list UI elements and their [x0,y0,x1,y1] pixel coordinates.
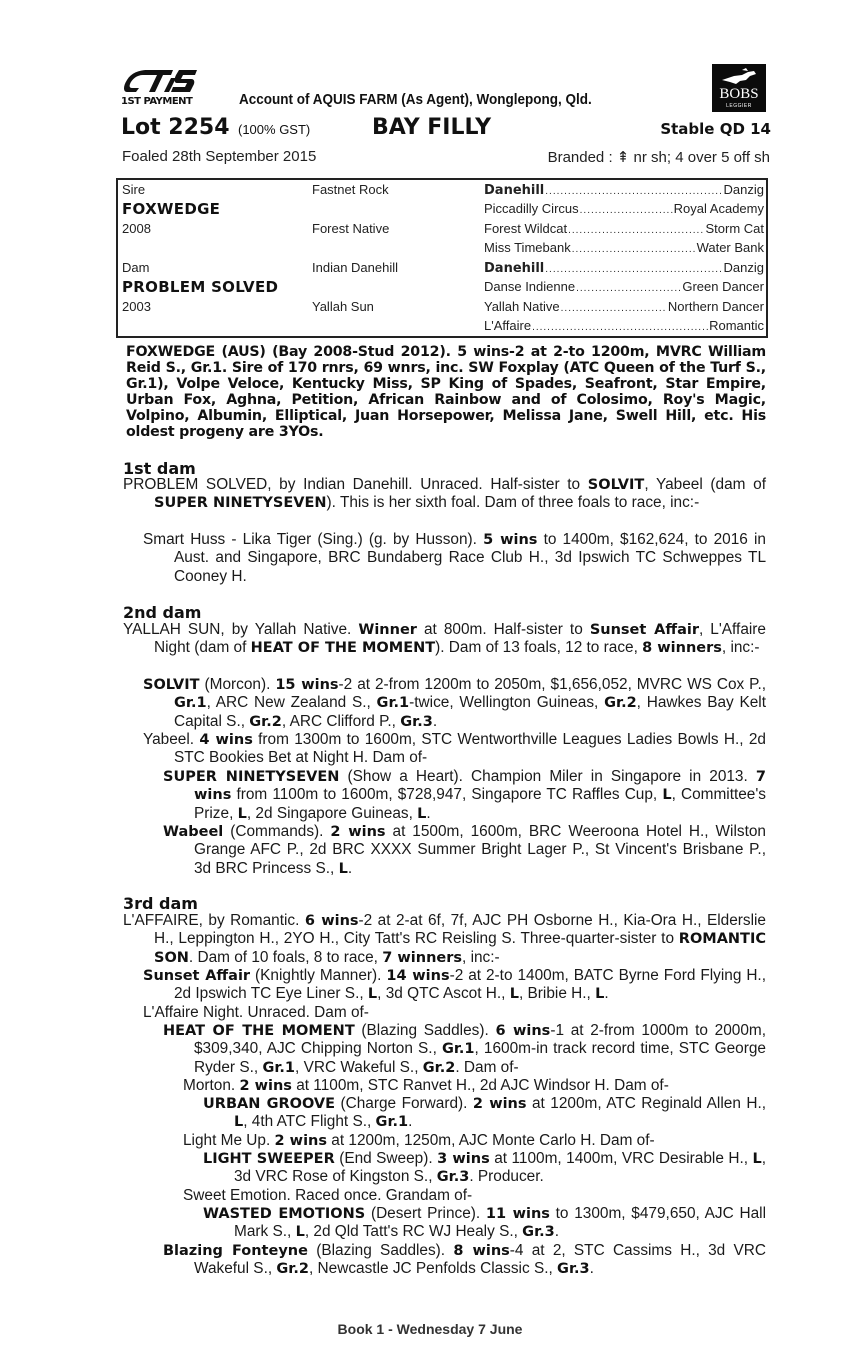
pedigree-row: Yallah Native ..... Northern Dancer [484,299,764,317]
dam-dam: Yallah Sun [312,299,374,314]
dam-year: 2003 [122,299,151,314]
progeny-entry: Sweet Emotion. Raced once. Grandam of- [183,1187,473,1204]
dam-sire: Indian Danehill [312,260,399,275]
dam-entry: YALLAH SUN, by Yallah Native. Winner at 800m. Half-sister to Sunset Affair, L'Affaire Night (dam of HEAT OF THE MOMENT). Dam of 13 foals, 12 to race, 8 winners, inc:- [123,621,766,657]
branded-label: Branded : [547,149,613,166]
brand-info [490,148,770,166]
progeny-entry: HEAT OF THE MOMENT (Blazing Saddles). 6 wins-1 at 2-from 1000m to 2000m, $309,340, AJC Chipping Norton S., Gr.1, 1600m-in track record time, STC George Ryder S., Gr.1, VRC Wakeful S., Gr.2. Dam of- [163,1022,766,1076]
section-heading-3rd-dam: 3rd dam [123,894,198,913]
otis-logo [121,66,201,96]
pedigree-row: Danehill ..... Danzig [484,182,764,200]
horse-rider-icon [712,66,766,88]
pedigree-row: Piccadilly Circus ..... Royal Academy [484,201,764,219]
progeny-entry: URBAN GROOVE (Charge Forward). 2 wins at 1200m, ATC Reginald Allen H., L, 4th ATC Flight S., Gr.1. [203,1095,767,1131]
progeny-entry: LIGHT SWEEPER (End Sweep). 3 wins at 1100m, 1400m, VRC Desirable H., L, 3d VRC Rose of Kingston S., Gr.3. Producer. [203,1150,766,1186]
bobs-logo [712,64,766,112]
pedigree-row: Forest Wildcat ..... Storm Cat [484,221,764,239]
dam-name: PROBLEM SOLVED [122,278,279,296]
sire-name: FOXWEDGE [122,200,221,218]
bobs-wordmark: BOBS [719,86,759,102]
progeny-entry: Yabeel. 4 wins from 1300m to 1600m, STC Wentworthville Leagues Ladies Bowls H., 2d STC Bookies Bet at Night H. Dam of- [143,731,766,767]
progeny-entry: Morton. 2 wins at 1100m, STC Ranvet H., 2d AJC Windsor H. Dam of- [183,1077,669,1094]
otis-logo-icon [121,66,201,96]
progeny-entry: Blazing Fonteyne (Blazing Saddles). 8 wins-4 at 2, STC Cassims H., 3d VRC Wakeful S., Gr.2, Newcastle JC Penfolds Classic S., Gr.3. [163,1242,766,1278]
sire-summary: FOXWEDGE (AUS) (Bay 2008-Stud 2012). 5 wins-2 at 2-to 1200m, MVRC William Reid S., Gr.1. Sire of 170 rnrs, 69 wnrs, inc. SW Foxplay (ATC Queen of the Turf S., Gr.1), Volpe Veloce, Kentucky Miss, SP King of Spades, Seafront, Star Empire, Urban Fox, Aghna, Petition, African Rainbow and of Colosimo, Roy's Magic, Volpino, Albumin, Elliptical, Juan Horsepower, Melissa Jane, Swell Hill, etc. His oldest progeny are 3YOs. [126,344,766,440]
pedigree-row: Danehill ..... Danzig [484,260,764,278]
section-heading-2nd-dam: 2nd dam [123,603,202,622]
first-payment-label: 1ST PAYMENT [121,96,193,107]
branded-value: nr sh; 4 over 5 off sh [633,149,770,166]
sire-year: 2008 [122,221,151,236]
catalogue-footer: Book 1 - Wednesday 7 June [337,1321,523,1337]
sire-dam: Forest Native [312,221,390,236]
progeny-entry: Sunset Affair (Knightly Manner). 14 wins-2 at 2-to 1400m, BATC Byrne Ford Flying H., 2d Ipswich TC Eye Liner S., L, 3d QTC Ascot H., L, Bribie H., L. [143,967,766,1003]
dam-entry: PROBLEM SOLVED, by Indian Danehill. Unraced. Half-sister to SOLVIT, Yabeel (dam of SUPER NINETYSEVEN). This is her sixth foal. Dam of three foals to race, inc:- [123,476,767,512]
progeny-entry: SOLVIT (Morcon). 15 wins-2 at 2-from 1200m to 2050m, $1,656,052, MVRC WS Cox P., Gr.1, ARC New Zealand S., Gr.1-twice, Wellington Guineas, Gr.2, Hawkes Bay Kelt Capital S., Gr.2, ARC Clifford P., Gr.3. [143,676,767,730]
progeny-entry: Smart Huss - Lika Tiger (Sing.) (g. by Husson). 5 wins to 1400m, $162,624, to 2016 in Aust. and Singapore, BRC Bundaberg Race Club H., 3d Ipswich TC Schweppes TL Cooney H. [143,531,766,585]
gst-note: (100% GST) [238,122,311,137]
stable-number: Stable QD 14 [660,120,771,138]
progeny-entry: WASTED EMOTIONS (Desert Prince). 11 wins to 1300m, $479,650, AJC Hall Mark S., L, 2d Qld Tatt's RC WJ Healy S., Gr.3. [203,1205,766,1241]
progeny-entry: Light Me Up. 2 wins at 1200m, 1250m, AJC Monte Carlo H. Dam of- [183,1132,655,1149]
progeny-entry: L'Affaire Night. Unraced. Dam of- [143,1004,369,1021]
bobs-caption: LEGGIER [726,103,752,109]
pedigree-row: Miss Timebank ..... Water Bank [484,240,764,258]
vendor-account: Account of AQUIS FARM (As Agent), Wonglepong, Qld. [239,91,592,108]
lot-number: Lot 2254 [121,115,230,140]
brand-mark-icon: ⇞ [616,149,630,166]
sire-sire: Fastnet Rock [312,182,389,197]
sire-label: Sire [122,182,146,197]
progeny-entry: Wabeel (Commands). 2 wins at 1500m, 1600m, BRC Weeroona Hotel H., Wilston Grange AFC P., 2d BRC XXXX Summer Bright Lager P., St Vincent's Brisbane P., 3d BRC Princess S., L. [163,823,766,877]
section-heading-1st-dam: 1st dam [123,459,196,478]
horse-description: BAY FILLY [372,115,492,140]
lot-header [121,115,771,141]
pedigree-table [116,178,768,338]
progeny-entry: SUPER NINETYSEVEN (Show a Heart). Champion Miler in Singapore in 2013. 7 wins from 1100m to 1600m, $728,947, Singapore TC Raffles Cup, L, Committee's Prize, L, 2d Singapore Guineas, L. [163,768,767,822]
pedigree-row: L'Affaire ..... Romantic [484,318,764,336]
pedigree-row: Danse Indienne ..... Green Dancer [484,279,764,297]
dam-label: Dam [122,260,150,275]
foaled-date: Foaled 28th September 2015 [122,148,317,165]
dam-entry: L'AFFAIRE, by Romantic. 6 wins-2 at 2-at 6f, 7f, AJC PH Osborne H., Kia-Ora H., Elderslie H., Leppington H., 2YO H., City Tatt's RC Reisling S. Three-quarter-sister to ROMANTIC SON. Dam of 10 foals, 8 to race, 7 winners, inc:- [123,912,766,966]
